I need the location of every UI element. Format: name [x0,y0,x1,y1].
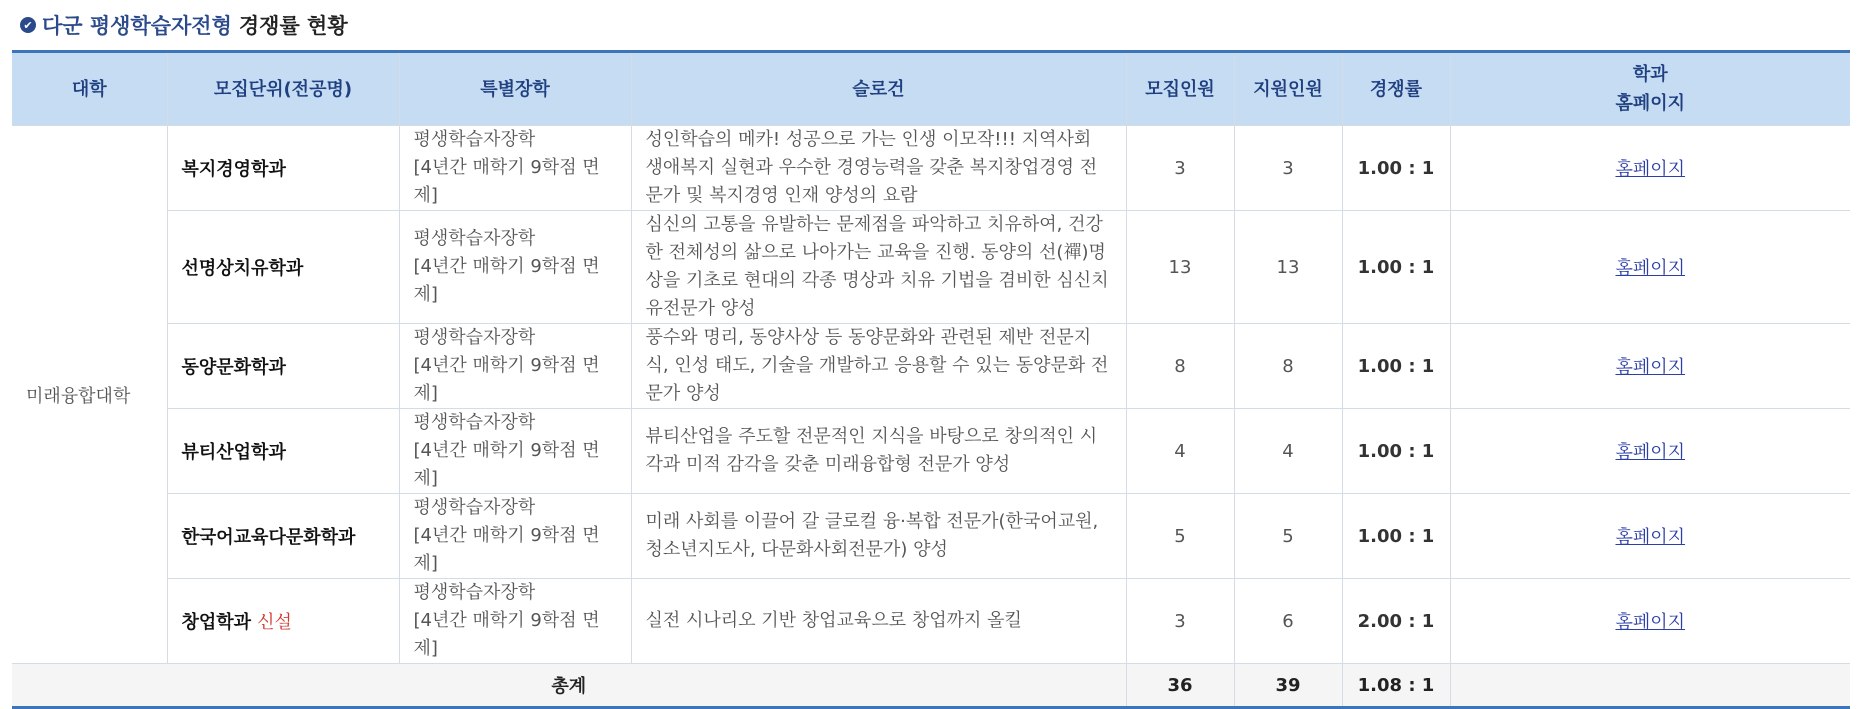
homepage-link[interactable]: 홈페이지 [1615,159,1686,180]
header-rate: 경쟁률 [1342,52,1450,126]
quota-cell: 13 [1126,211,1234,324]
slogan-cell: 풍수와 명리, 동양사상 등 동양문화와 관련된 제반 전문지식, 인성 태도, 기술을 개발하고 응용할 수 있는 동양문화 전문가 양성 [631,324,1126,409]
header-scholarship: 특별장학 [399,52,631,126]
header-homepage-line2: 홈페이지 [1615,93,1686,114]
scholarship-detail: [4년간 매학기 9학점 면제] [413,355,600,404]
homepage-cell [1450,579,1850,664]
total-label: 총계 [12,664,1126,708]
major-cell [167,494,399,579]
scholarship-cell [399,324,631,409]
slogan-cell: 미래 사회를 이끌어 갈 글로컬 융·복합 전문가(한국어교원, 청소년지도사, 다문화사회전문가) 양성 [631,494,1126,579]
table-row [12,409,1850,494]
scholarship-cell [399,409,631,494]
scholarship-name: 평생학습자장학 [413,412,536,433]
homepage-link[interactable]: 홈페이지 [1615,258,1686,279]
homepage-link[interactable]: 홈페이지 [1615,442,1686,463]
rate-cell: 1.00 : 1 [1342,409,1450,494]
homepage-cell [1450,324,1850,409]
slogan-cell: 심신의 고통을 유발하는 문제점을 파악하고 치유하여, 건강한 전체성의 삶으로 나아가는 교육을 진행. 동양의 선(禪)명상을 기초로 현대의 각종 명상과 치유 기법을 겸비한 심신치유전문가 양성 [631,211,1126,324]
applicants-cell: 13 [1234,211,1342,324]
header-applicants: 지원인원 [1234,52,1342,126]
quota-cell: 5 [1126,494,1234,579]
homepage-link[interactable]: 홈페이지 [1615,612,1686,633]
section-title [20,10,348,40]
slogan-cell: 실전 시나리오 기반 창업교육으로 창업까지 올킬 [631,579,1126,664]
major-name: 선명상치유학과 [181,258,304,279]
rate-cell: 1.00 : 1 [1342,211,1450,324]
university-cell: 미래융합대학 [12,126,167,664]
table-row [12,126,1850,211]
applicants-cell: 6 [1234,579,1342,664]
table-header-row [12,52,1850,126]
rate-cell: 1.00 : 1 [1342,324,1450,409]
scholarship-cell [399,579,631,664]
quota-cell: 3 [1126,579,1234,664]
applicants-cell: 3 [1234,126,1342,211]
slogan-cell: 뷰티산업을 주도할 전문적인 지식을 바탕으로 창의적인 시각과 미적 감각을 갖춘 미래융합형 전문가 양성 [631,409,1126,494]
major-name: 동양문화학과 [181,357,286,378]
header-quota: 모집인원 [1126,52,1234,126]
applicants-cell: 5 [1234,494,1342,579]
total-applicants: 39 [1234,664,1342,708]
scholarship-name: 평생학습자장학 [413,129,536,150]
table-row [12,494,1850,579]
rate-cell: 1.00 : 1 [1342,494,1450,579]
homepage-link[interactable]: 홈페이지 [1615,527,1686,548]
scholarship-name: 평생학습자장학 [413,228,536,249]
scholarship-detail: [4년간 매학기 9학점 면제] [413,256,600,305]
scholarship-name: 평생학습자장학 [413,497,536,518]
total-row [12,664,1850,708]
check-circle-icon: ✔ [20,17,36,33]
applicants-cell: 4 [1234,409,1342,494]
quota-cell: 8 [1126,324,1234,409]
header-major: 모집단위(전공명) [167,52,399,126]
major-cell [167,579,399,664]
applicants-cell: 8 [1234,324,1342,409]
homepage-cell [1450,126,1850,211]
competition-rate-table [12,50,1850,709]
table-row [12,211,1850,324]
major-cell [167,409,399,494]
slogan-cell: 성인학습의 메카! 성공으로 가는 인생 이모작!!! 지역사회 생애복지 실현과 우수한 경영능력을 갖춘 복지창업경영 전문가 및 복지경영 인재 양성의 요람 [631,126,1126,211]
rate-cell: 1.00 : 1 [1342,126,1450,211]
scholarship-detail: [4년간 매학기 9학점 면제] [413,610,600,659]
total-homepage-empty [1450,664,1850,708]
total-rate: 1.08 : 1 [1342,664,1450,708]
major-cell [167,126,399,211]
section-title-rest: 경쟁률 현황 [238,14,348,38]
new-badge: 신설 [257,612,292,633]
homepage-cell [1450,409,1850,494]
header-univ: 대학 [12,52,167,126]
major-name: 창업학과 [181,612,252,633]
scholarship-name: 평생학습자장학 [413,327,536,348]
homepage-link[interactable]: 홈페이지 [1615,357,1686,378]
major-cell [167,324,399,409]
scholarship-cell [399,211,631,324]
homepage-cell [1450,211,1850,324]
major-cell [167,211,399,324]
table-row [12,324,1850,409]
quota-cell: 3 [1126,126,1234,211]
scholarship-cell [399,126,631,211]
header-homepage [1450,52,1850,126]
major-name: 뷰티산업학과 [181,442,286,463]
section-title-highlight: 다군 평생학습자전형 [42,14,232,38]
rate-cell: 2.00 : 1 [1342,579,1450,664]
scholarship-detail: [4년간 매학기 9학점 면제] [413,440,600,489]
total-quota: 36 [1126,664,1234,708]
scholarship-detail: [4년간 매학기 9학점 면제] [413,525,600,574]
homepage-cell [1450,494,1850,579]
quota-cell: 4 [1126,409,1234,494]
table-row [12,579,1850,664]
major-name: 한국어교육다문화학과 [181,527,356,548]
scholarship-cell [399,494,631,579]
major-name: 복지경영학과 [181,159,286,180]
scholarship-detail: [4년간 매학기 9학점 면제] [413,157,600,206]
scholarship-name: 평생학습자장학 [413,582,536,603]
header-slogan: 슬로건 [631,52,1126,126]
header-homepage-line1: 학과 [1632,64,1668,85]
